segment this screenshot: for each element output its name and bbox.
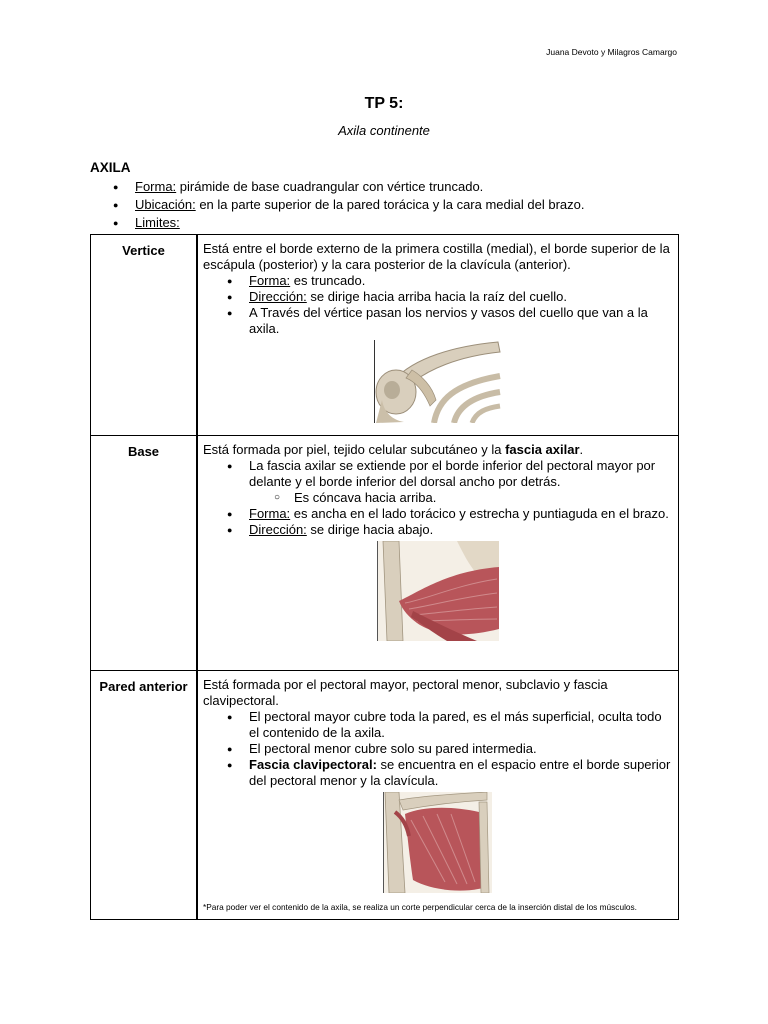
limits-table [90, 234, 679, 920]
item-text: se dirige hacia abajo. [306, 522, 434, 537]
intro-text: . [579, 442, 584, 457]
list-item [113, 178, 584, 196]
list-item [249, 757, 672, 789]
item-label: Limites: [135, 215, 180, 230]
item-label: Forma: [249, 506, 291, 521]
row-label: Base [91, 436, 198, 671]
list-item [113, 196, 584, 214]
item-bold: Fascia clavipectoral: [249, 757, 377, 772]
sub-list-item: ○ Es cóncava hacia arriba. [294, 490, 672, 506]
item-label: Dirección: [249, 289, 307, 304]
document-title: TP 5: [364, 95, 404, 112]
bullet-list [203, 458, 672, 538]
row-intro [203, 442, 672, 458]
intro-bold: fascia axilar [505, 442, 580, 457]
item-text: A Través del vértice pasan los nervios y vasos del cuello que van a la axila. [249, 305, 648, 336]
item-text: en la parte superior de la pared torácica y la cara medial del brazo. [195, 197, 585, 212]
pectoral-muscles-illustration [383, 792, 492, 893]
row-intro: Está formada por el pectoral mayor, pectoral menor, subclavio y fascia clavipectoral. [203, 677, 608, 708]
list-item [249, 305, 672, 337]
footnote: *Para poder ver el contenido de la axila, se realiza un corte perpendicular cerca de la inserción distal de los músculos. [203, 902, 637, 912]
table-row-vertice [91, 235, 679, 436]
item-label: Ubicación: [135, 197, 196, 212]
author-header: Juana Devoto y Milagros Camargo [546, 47, 677, 57]
document-subtitle: Axila continente [338, 123, 430, 138]
row-label: Vertice [91, 235, 198, 436]
table-row-base [91, 436, 679, 671]
axillary-fascia-illustration [377, 541, 499, 641]
table-row-pared-anterior [91, 671, 679, 920]
section-heading: AXILA [90, 160, 131, 175]
sub-bullet-list [249, 490, 672, 506]
intro-text: Está formada por piel, tejido celular subcutáneo y la [203, 442, 506, 457]
item-text: pirámide de base cuadrangular con vértice truncado. [176, 179, 484, 194]
row-content [197, 235, 679, 436]
list-item [249, 522, 672, 538]
list-item [249, 709, 672, 741]
item-label: Forma: [249, 273, 291, 288]
intro-list [113, 178, 584, 232]
shoulder-bones-illustration [374, 340, 502, 423]
list-item [249, 741, 672, 757]
row-content [197, 436, 679, 671]
item-text: La fascia axilar se extiende por el borde inferior del pectoral mayor por delante y el borde inferior del dorsal ancho por detrás. [249, 458, 656, 489]
list-item [249, 289, 672, 305]
list-item [249, 458, 672, 506]
item-text: El pectoral mayor cubre toda la pared, es el más superficial, oculta todo el contenido de la axila. [249, 709, 662, 740]
bullet-list [203, 709, 672, 789]
row-intro: Está entre el borde externo de la primera costilla (medial), el borde superior de la escápula (posterior) y la cara posterior de la clavícula (anterior). [203, 241, 670, 272]
row-label: Pared anterior [91, 671, 198, 920]
list-item [249, 273, 672, 289]
item-text: es ancha en el lado torácico y estrecha y puntiaguda en el brazo. [290, 506, 669, 521]
bullet-list [203, 273, 672, 337]
row-content [197, 671, 679, 920]
item-text: se encuentra en el espacio entre el borde superior del pectoral menor y la clavícula. [249, 757, 671, 788]
item-text: El pectoral menor cubre solo su pared intermedia. [249, 741, 537, 756]
item-text: es truncado. [290, 273, 366, 288]
item-text: se dirige hacia arriba hacia la raíz del cuello. [306, 289, 567, 304]
item-label: Dirección: [249, 522, 307, 537]
list-item [249, 506, 672, 522]
item-label: Forma: [135, 179, 177, 194]
list-item [113, 214, 584, 232]
